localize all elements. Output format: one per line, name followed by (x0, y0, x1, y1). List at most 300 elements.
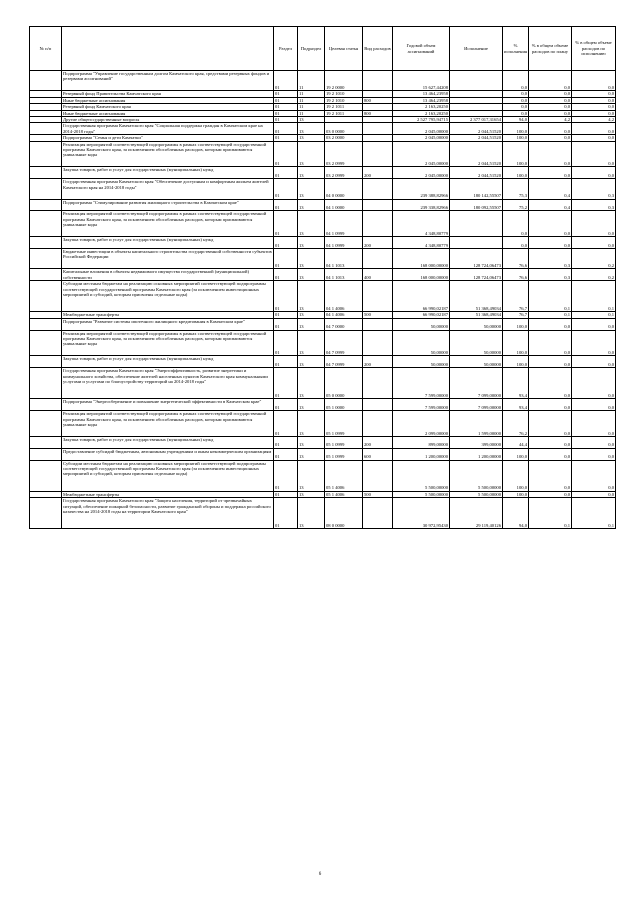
cell-section: 01 (274, 269, 298, 281)
header-subsection: Подраздел (298, 27, 325, 71)
cell-share-execution: 0,0 (572, 436, 616, 448)
cell-annual-volume: 899,00000 (393, 436, 450, 448)
table-row (30, 436, 616, 448)
cell-subsection: 13 (298, 135, 325, 141)
budget-table (29, 26, 616, 529)
cell-share-plan: 0,0 (529, 123, 572, 135)
cell-name: Другие общегосударственные вопросы (62, 117, 274, 123)
cell-share-plan: 0,3 (529, 269, 572, 281)
cell-execution: 5 500,00000 (450, 491, 503, 497)
cell-annual-volume: 15 627,44208 (393, 71, 450, 91)
cell-execution-percent: 100,0 (503, 141, 529, 167)
cell-share-execution: 0,1 (572, 312, 616, 318)
cell-execution: 180 142,55507 (450, 179, 503, 199)
cell-name: Межбюджетные трансферты (62, 491, 274, 497)
cell-share-plan: 0,0 (529, 356, 572, 368)
cell-execution-percent: 0,0 (503, 237, 529, 249)
cell-share-plan: 0,0 (529, 211, 572, 237)
cell-target-article: 19 2 1010 (325, 97, 363, 103)
cell-section: 01 (274, 97, 298, 103)
cell-execution-percent: 94,0 (503, 117, 529, 123)
table-row (30, 330, 616, 356)
cell-annual-volume: 66 990,02187 (393, 281, 450, 312)
cell-annual-volume: 66 990,02187 (393, 312, 450, 318)
cell-subsection: 11 (298, 71, 325, 91)
cell-expense-type (363, 318, 393, 330)
cell-subsection: 13 (298, 460, 325, 491)
cell-name: Подпрограмма "Энергосбережение и повышение энергетической эффективности в Камчатском крае" (62, 399, 274, 411)
cell-annual-volume: 5 500,00000 (393, 491, 450, 497)
cell-share-plan: 0,3 (529, 249, 572, 269)
cell-expense-type (363, 281, 393, 312)
cell-num (30, 448, 62, 460)
cell-subsection: 13 (298, 318, 325, 330)
cell-target-article: 05 1 4006 (325, 460, 363, 491)
table-row (30, 498, 616, 529)
cell-share-execution: 0,0 (572, 211, 616, 237)
cell-share-execution: 0,0 (572, 123, 616, 135)
cell-share-execution: 0,0 (572, 318, 616, 330)
cell-expense-type (363, 141, 393, 167)
cell-target-article: 04 1 0999 (325, 237, 363, 249)
cell-name: Предоставление субсидий бюджетным, автономным учреждениям и иным некоммерческим организациям (62, 448, 274, 460)
cell-expense-type (363, 249, 393, 269)
cell-expense-type (363, 368, 393, 399)
cell-execution: 128 724,06473 (450, 269, 503, 281)
cell-expense-type: 200 (363, 436, 393, 448)
cell-execution: 2 377 017,31654 (450, 117, 503, 123)
cell-execution-percent: 0,0 (503, 71, 529, 91)
cell-section: 01 (274, 448, 298, 460)
cell-share-execution: 0,2 (572, 249, 616, 269)
cell-target-article: 04 1 4006 (325, 312, 363, 318)
cell-annual-volume: 13 464,23958 (393, 91, 450, 97)
cell-annual-volume: 2 163,20250 (393, 110, 450, 116)
cell-execution: 399,00000 (450, 436, 503, 448)
cell-target-article: 04 7 0999 (325, 356, 363, 368)
table-header-row (30, 27, 616, 71)
cell-target-article: 04 0 0000 (325, 179, 363, 199)
cell-section: 01 (274, 135, 298, 141)
cell-expense-type (363, 411, 393, 437)
header-annual-volume: Годовой объем ассигнований (393, 27, 450, 71)
table-row (30, 368, 616, 399)
cell-name: Реализация мероприятий соответствующей подпрограммы в рамках соответствующей государственной программы Камчатского края, за исключением обособленных расходов, которым присваиваются уникальные коды (62, 411, 274, 437)
cell-name: Субсидии местным бюджетам на реализацию основных мероприятий соответствующей подпрограммы соответствующей государственной программы Камчатского края (за исключением инвестиционных мероприятий и субсидий, которым присвоены отдельные коды) (62, 281, 274, 312)
cell-name: Подпрограмма "Развитие системы ипотечного жилищного кредитования в Камчатском крае" (62, 318, 274, 330)
header-execution: Исполнение (450, 27, 503, 71)
cell-annual-volume: 2 045,00000 (393, 167, 450, 179)
cell-share-execution: 0,0 (572, 368, 616, 399)
cell-name: Государственная программа Камчатского края "Защита населения, территорий от чрезвычайных ситуаций, обеспечение пожарной безопасности, развитие гражданской обороны и поддержка российского казачества на 2014-2018 годы на территории Камчатского края" (62, 498, 274, 529)
cell-section: 01 (274, 167, 298, 179)
cell-expense-type: 200 (363, 237, 393, 249)
cell-execution: 2 044,51520 (450, 167, 503, 179)
cell-num (30, 318, 62, 330)
cell-subsection: 13 (298, 399, 325, 411)
cell-share-plan: 0,0 (529, 71, 572, 91)
cell-share-plan: 0,0 (529, 436, 572, 448)
cell-annual-volume: 2 527 795,94715 (393, 117, 450, 123)
cell-annual-volume: 5 500,00000 (393, 460, 450, 491)
cell-execution: 1 200,00000 (450, 448, 503, 460)
cell-execution-percent: 100,0 (503, 135, 529, 141)
cell-annual-volume: 239 338,82966 (393, 199, 450, 211)
cell-share-plan: 0,0 (529, 491, 572, 497)
cell-subsection: 13 (298, 123, 325, 135)
cell-target-article: 04 1 0000 (325, 199, 363, 211)
cell-num (30, 167, 62, 179)
cell-annual-volume: 30 972,95430 (393, 498, 450, 529)
cell-share-execution: 0,0 (572, 71, 616, 91)
cell-num (30, 269, 62, 281)
cell-execution (450, 237, 503, 249)
cell-subsection: 13 (298, 312, 325, 318)
cell-share-execution: 0,0 (572, 411, 616, 437)
cell-expense-type: 500 (363, 312, 393, 318)
cell-target-article: 04 1 0999 (325, 211, 363, 237)
cell-expense-type: 600 (363, 448, 393, 460)
cell-share-plan: 4,2 (529, 117, 572, 123)
cell-execution-percent: 100,0 (503, 356, 529, 368)
cell-execution-percent: 76,7 (503, 281, 529, 312)
cell-num (30, 281, 62, 312)
cell-target-article: 04 1 4006 (325, 281, 363, 312)
table-row (30, 141, 616, 167)
cell-subsection: 13 (298, 269, 325, 281)
cell-num (30, 211, 62, 237)
cell-expense-type: 400 (363, 269, 393, 281)
cell-execution-percent: 76,6 (503, 269, 529, 281)
cell-annual-volume: 2 163,20250 (393, 104, 450, 110)
cell-target-article: 03 0 0000 (325, 123, 363, 135)
cell-subsection: 13 (298, 281, 325, 312)
cell-execution-percent: 93,4 (503, 368, 529, 399)
cell-share-plan: 0,1 (529, 498, 572, 529)
cell-name: Межбюджетные трансферты (62, 312, 274, 318)
cell-share-execution: 0,0 (572, 167, 616, 179)
cell-section: 01 (274, 117, 298, 123)
cell-annual-volume: 4 348,80779 (393, 237, 450, 249)
table-row (30, 318, 616, 330)
cell-target-article: 05 1 0999 (325, 436, 363, 448)
table-row (30, 448, 616, 460)
cell-name: Закупка товаров, работ и услуг для государственных (муниципальных) нужд (62, 356, 274, 368)
cell-share-plan: 0,1 (529, 281, 572, 312)
cell-section: 01 (274, 399, 298, 411)
cell-execution: 29 119,40126 (450, 498, 503, 529)
cell-annual-volume: 7 599,00000 (393, 368, 450, 399)
cell-target-article: 03 2 0999 (325, 141, 363, 167)
cell-execution-percent: 0,0 (503, 110, 529, 116)
cell-num (30, 141, 62, 167)
cell-execution-percent: 44,4 (503, 436, 529, 448)
table-row (30, 123, 616, 135)
cell-section: 01 (274, 249, 298, 269)
cell-section: 01 (274, 199, 298, 211)
cell-expense-type (363, 498, 393, 529)
cell-target-article: 19 2 1011 (325, 110, 363, 116)
cell-share-plan: 0,0 (529, 368, 572, 399)
cell-num (30, 368, 62, 399)
cell-execution-percent: 93,4 (503, 399, 529, 411)
cell-execution-percent: 75,2 (503, 199, 529, 211)
cell-subsection: 13 (298, 141, 325, 167)
cell-name: Закупка товаров, работ и услуг для государственных (муниципальных) нужд (62, 167, 274, 179)
cell-execution: 7 099,00000 (450, 368, 503, 399)
cell-execution-percent: 100,0 (503, 491, 529, 497)
cell-num (30, 123, 62, 135)
cell-expense-type: 200 (363, 167, 393, 179)
cell-execution: 50,00000 (450, 356, 503, 368)
cell-share-plan: 0,0 (529, 91, 572, 97)
cell-name: Государственная программа Камчатского края "Обеспечение доступным и комфортным жильем жителей Камчатского края на 2014-2018 годы" (62, 179, 274, 199)
table-row (30, 237, 616, 249)
cell-share-plan: 0,0 (529, 135, 572, 141)
cell-target-article: 04 7 0999 (325, 330, 363, 356)
table-row (30, 179, 616, 199)
cell-num (30, 436, 62, 448)
cell-share-execution: 0,0 (572, 91, 616, 97)
cell-num (30, 249, 62, 269)
cell-execution-percent: 100,0 (503, 330, 529, 356)
cell-name: Резервный фонд Камчатского края (62, 104, 274, 110)
cell-execution-percent: 75,3 (503, 179, 529, 199)
cell-share-execution: 0,1 (572, 281, 616, 312)
cell-num (30, 460, 62, 491)
cell-share-plan: 0,0 (529, 167, 572, 179)
cell-annual-volume: 2 045,00000 (393, 123, 450, 135)
cell-execution: 2 044,51520 (450, 135, 503, 141)
cell-target-article: 05 1 0999 (325, 411, 363, 437)
cell-execution-percent: 100,0 (503, 123, 529, 135)
cell-subsection: 13 (298, 491, 325, 497)
table-row (30, 281, 616, 312)
cell-execution: 51 368,49034 (450, 281, 503, 312)
cell-name: Подпрограмма "Стимулирование развития жилищного строительства в Камчатском крае" (62, 199, 274, 211)
table-row (30, 71, 616, 91)
cell-section: 01 (274, 237, 298, 249)
cell-name: Подпрограмма "Семья и дети Камчатки" (62, 135, 274, 141)
cell-section: 01 (274, 110, 298, 116)
cell-expense-type (363, 330, 393, 356)
cell-name: Подпрограмма "Управление государственным долгом Камчатского края, средствами резервных фондов и резервами ассигнований" (62, 71, 274, 91)
table-row (30, 269, 616, 281)
cell-expense-type: 800 (363, 97, 393, 103)
cell-name: Субсидии местным бюджетам на реализацию основных мероприятий соответствующей подпрограммы соответствующей государственной программы Камчатского края (за исключением инвестиционных мероприятий и субсидий, которым присвоены отдельные коды) (62, 460, 274, 491)
header-num: № п/п (30, 27, 62, 71)
cell-name: Реализация мероприятий соответствующей подпрограммы в рамках соответствующей государственной программы Камчатского края, за исключением обособленных расходов, которым присваиваются уникальные коды (62, 211, 274, 237)
cell-share-execution: 0,0 (572, 97, 616, 103)
cell-share-execution: 0,0 (572, 330, 616, 356)
cell-num (30, 330, 62, 356)
cell-subsection: 13 (298, 179, 325, 199)
cell-subsection: 13 (298, 117, 325, 123)
cell-target-article: 19 2 1011 (325, 104, 363, 110)
cell-share-execution: 0,0 (572, 141, 616, 167)
cell-execution: 128 724,06473 (450, 249, 503, 269)
cell-annual-volume: 168 000,00000 (393, 269, 450, 281)
cell-section: 01 (274, 491, 298, 497)
table-row (30, 460, 616, 491)
cell-name: Закупка товаров, работ и услуг для государственных (муниципальных) нужд (62, 237, 274, 249)
cell-annual-volume: 2 045,00000 (393, 135, 450, 141)
cell-share-execution: 0,0 (572, 110, 616, 116)
cell-expense-type (363, 179, 393, 199)
cell-execution: 1 599,00000 (450, 411, 503, 437)
cell-section: 01 (274, 141, 298, 167)
cell-section: 01 (274, 368, 298, 399)
cell-expense-type (363, 211, 393, 237)
cell-execution-percent: 76,7 (503, 312, 529, 318)
cell-num (30, 71, 62, 91)
cell-num (30, 179, 62, 199)
cell-annual-volume: 50,00000 (393, 356, 450, 368)
cell-share-execution: 0,1 (572, 498, 616, 529)
cell-share-execution: 0,0 (572, 448, 616, 460)
cell-subsection: 13 (298, 411, 325, 437)
cell-execution-percent: 100,0 (503, 460, 529, 491)
cell-subsection: 13 (298, 356, 325, 368)
cell-target-article: 05 0 0000 (325, 368, 363, 399)
cell-annual-volume: 168 000,00000 (393, 249, 450, 269)
cell-execution: 50,00000 (450, 330, 503, 356)
cell-share-plan: 0,0 (529, 141, 572, 167)
cell-target-article: 19 2 0000 (325, 71, 363, 91)
cell-subsection: 13 (298, 436, 325, 448)
cell-share-execution: 4,2 (572, 117, 616, 123)
cell-name: Резервный фонд Правительства Камчатского края (62, 91, 274, 97)
cell-share-execution: 0,3 (572, 199, 616, 211)
cell-execution: 2 044,51520 (450, 141, 503, 167)
page-number: 6 (318, 872, 322, 877)
cell-annual-volume: 4 348,80779 (393, 211, 450, 237)
cell-expense-type (363, 460, 393, 491)
cell-section: 01 (274, 330, 298, 356)
cell-name: Иные бюджетные ассигнования (62, 97, 274, 103)
cell-execution: 180 092,55507 (450, 199, 503, 211)
cell-num (30, 399, 62, 411)
cell-execution-percent: 100,0 (503, 318, 529, 330)
table-row (30, 167, 616, 179)
cell-subsection: 11 (298, 91, 325, 97)
cell-target-article: 19 2 1010 (325, 91, 363, 97)
cell-expense-type: 500 (363, 491, 393, 497)
cell-share-execution: 0,0 (572, 135, 616, 141)
cell-section: 01 (274, 281, 298, 312)
cell-execution-percent: 100,0 (503, 448, 529, 460)
header-target-article: Целевая статья (325, 27, 363, 71)
cell-subsection: 13 (298, 167, 325, 179)
cell-subsection: 11 (298, 104, 325, 110)
cell-execution-percent: 76,6 (503, 249, 529, 269)
header-name (62, 27, 274, 71)
cell-share-plan: 0,0 (529, 110, 572, 116)
cell-execution: 7 099,00000 (450, 399, 503, 411)
cell-subsection: 13 (298, 211, 325, 237)
cell-section: 01 (274, 104, 298, 110)
table-row (30, 249, 616, 269)
cell-target-article: 05 1 4006 (325, 491, 363, 497)
cell-subsection: 13 (298, 249, 325, 269)
cell-annual-volume: 2 099,00000 (393, 411, 450, 437)
cell-section: 01 (274, 91, 298, 97)
cell-section: 01 (274, 123, 298, 135)
cell-num (30, 356, 62, 368)
budget-table-sheet (29, 26, 615, 529)
cell-num (30, 237, 62, 249)
cell-execution-percent: 94,0 (503, 498, 529, 529)
cell-target-article: 05 1 0000 (325, 399, 363, 411)
cell-execution-percent: 76,2 (503, 411, 529, 437)
cell-share-execution: 0,0 (572, 104, 616, 110)
cell-section: 01 (274, 436, 298, 448)
cell-share-plan: 0,4 (529, 199, 572, 211)
cell-name: Бюджетные инвестиции в объекты капитального строительства государственной собственности субъектов Российской Федерации (62, 249, 274, 269)
cell-share-execution: 0,0 (572, 356, 616, 368)
cell-share-execution: 0,0 (572, 491, 616, 497)
cell-section: 01 (274, 460, 298, 491)
cell-subsection: 13 (298, 448, 325, 460)
cell-share-plan: 0,0 (529, 460, 572, 491)
cell-execution-percent: 0,0 (503, 91, 529, 97)
cell-execution: 5 500,00000 (450, 460, 503, 491)
cell-target-article: 04 1 1013 (325, 249, 363, 269)
cell-share-plan: 0,0 (529, 104, 572, 110)
header-share-execution: % в общем объеме расходов по исполнению (572, 27, 616, 71)
cell-annual-volume: 7 599,00000 (393, 399, 450, 411)
table-row (30, 356, 616, 368)
cell-annual-volume: 2 045,00000 (393, 141, 450, 167)
table-row (30, 411, 616, 437)
cell-execution-percent: 0,0 (503, 97, 529, 103)
cell-annual-volume: 13 464,23958 (393, 97, 450, 103)
cell-annual-volume: 239 388,82966 (393, 179, 450, 199)
cell-share-execution: 0,0 (572, 460, 616, 491)
table-row (30, 199, 616, 211)
cell-target-article: 03 2 0000 (325, 135, 363, 141)
cell-name: Закупка товаров, работ и услуг для государственных (муниципальных) нужд (62, 436, 274, 448)
cell-section: 01 (274, 411, 298, 437)
cell-execution-percent: 0,0 (503, 211, 529, 237)
cell-expense-type (363, 199, 393, 211)
cell-share-plan: 0,0 (529, 448, 572, 460)
cell-execution: 2 044,51520 (450, 123, 503, 135)
header-section: Раздел (274, 27, 298, 71)
cell-execution-percent: 100,0 (503, 167, 529, 179)
cell-section: 01 (274, 318, 298, 330)
cell-annual-volume: 50,00000 (393, 330, 450, 356)
cell-share-execution: 0,3 (572, 179, 616, 199)
cell-subsection: 13 (298, 498, 325, 529)
cell-subsection: 13 (298, 199, 325, 211)
cell-share-plan: 0,0 (529, 411, 572, 437)
cell-share-plan: 0,0 (529, 97, 572, 103)
cell-share-execution: 0,2 (572, 269, 616, 281)
cell-target-article: 05 1 0999 (325, 448, 363, 460)
cell-name: Реализация мероприятий соответствующей подпрограммы в рамках соответствующей государственной программы Камчатского края, за исключением обособленных расходов, которым присваиваются уникальные коды (62, 141, 274, 167)
cell-expense-type (363, 123, 393, 135)
cell-name: Государственная программа Камчатского края "Социальная поддержка граждан в Камчатском крае на 2014-2018 годы" (62, 123, 274, 135)
cell-target-article: 04 7 0000 (325, 318, 363, 330)
cell-share-plan: 0,0 (529, 330, 572, 356)
cell-target-article: 03 2 0999 (325, 167, 363, 179)
cell-annual-volume: 50,00000 (393, 318, 450, 330)
cell-share-execution: 0,0 (572, 237, 616, 249)
cell-name: Реализация мероприятий соответствующей подпрограммы в рамках соответствующей государственной программы Камчатского края, за исключением обособленных расходов, которым присваиваются уникальные коды (62, 330, 274, 356)
cell-section: 01 (274, 71, 298, 91)
cell-execution-percent: 0,0 (503, 104, 529, 110)
